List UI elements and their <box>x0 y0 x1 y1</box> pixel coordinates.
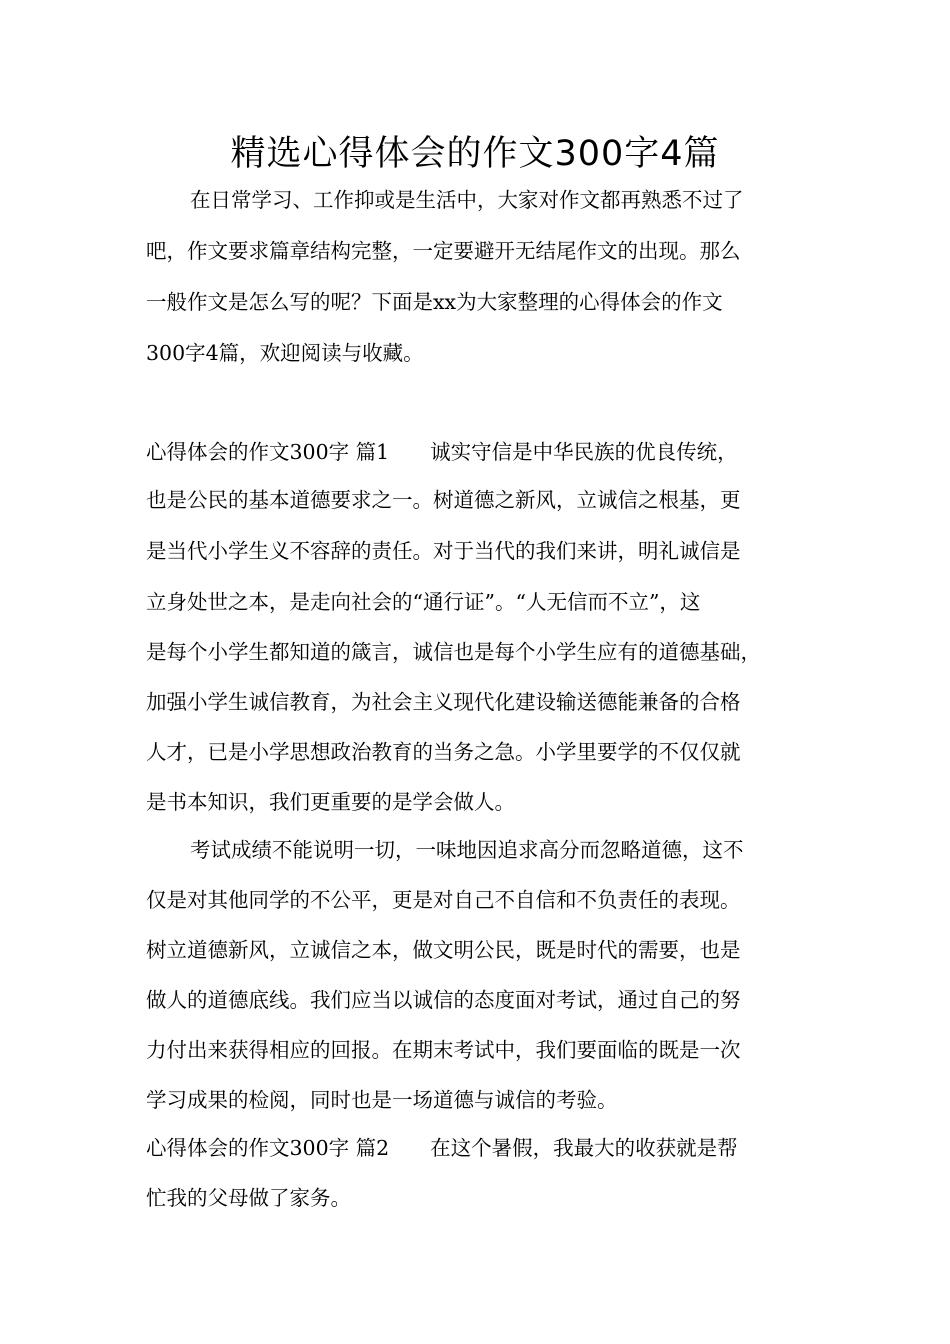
text-line: 也是公民的基本道德要求之一。树道德之新风，立诚信之根基，更 <box>146 488 741 512</box>
text-line: 树立道德新风，立诚信之本，做文明公民，既是时代的需要，也是 <box>146 938 741 962</box>
text-line: 一般作文是怎么写的呢？下面是xx为大家整理的心得体会的作文 <box>146 290 723 314</box>
text-line: 力付出来获得相应的回报。在期末考试中，我们要面临的既是一次 <box>146 1038 741 1062</box>
text-line: 仅是对其他同学的不公平，更是对自己不自信和不负责任的表现。 <box>146 888 741 912</box>
text-line: 300字4篇，欢迎阅读与收藏。 <box>146 341 424 365</box>
section-heading-line: 心得体会的作文300字 篇1 诚实守信是中华民族的优良传统， <box>146 440 738 464</box>
text-line: 学习成果的检阅，同时也是一场道德与诚信的考验。 <box>146 1088 618 1112</box>
text-line: 人才，已是小学思想政治教育的当务之急。小学里要学的不仅仅就 <box>146 740 741 764</box>
text-line: 加强小学生诚信教育，为社会主义现代化建设输送德能兼备的合格 <box>146 690 741 714</box>
text-line: 做人的道德底线。我们应当以诚信的态度面对考试，通过自己的努 <box>146 988 741 1012</box>
text-line: 立身处世之本，是走向社会的“通行证”。“人无信而不立”，这 <box>146 590 701 614</box>
text-line: 在日常学习、工作抑或是生活中，大家对作文都再熟悉不过了 <box>190 188 744 212</box>
text-line: 考试成绩不能说明一切，一味地因追求高分而忽略道德，这不 <box>190 838 744 862</box>
text-line: 吧，作文要求篇章结构完整，一定要避开无结尾作文的出现。那么 <box>146 239 741 263</box>
text-line: 是书本知识，我们更重要的是学会做人。 <box>146 790 515 814</box>
section-heading-line: 心得体会的作文300字 篇2 在这个暑假，我最大的收获就是帮 <box>146 1136 738 1160</box>
text-line: 是当代小学生义不容辞的责任。对于当代的我们来讲，明礼诚信是 <box>146 539 741 563</box>
document-title: 精选心得体会的作文300字4篇 <box>230 134 720 174</box>
text-line: 是每个小学生都知道的箴言，诚信也是每个小学生应有的道德基础， <box>146 640 761 664</box>
text-line: 忙我的父母做了家务。 <box>146 1186 351 1210</box>
